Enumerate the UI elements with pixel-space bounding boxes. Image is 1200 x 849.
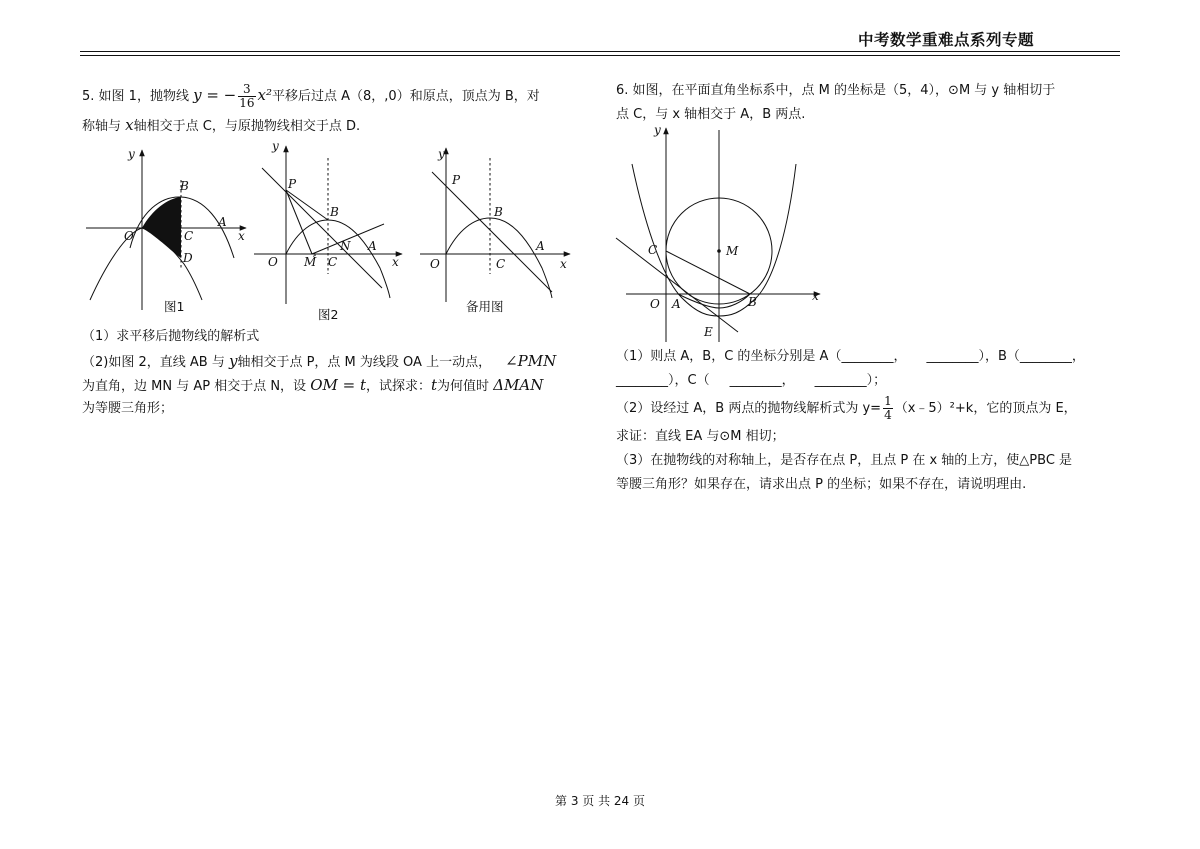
q5-sub2-text-e: 为何值时 <box>437 379 494 394</box>
fig1-label-x: x <box>238 229 245 243</box>
q5-sub2-text-d: ，试探求： <box>366 379 432 394</box>
q5-angle-pmn: ∠PMN <box>505 352 557 370</box>
fig6-label-o: O <box>650 297 660 311</box>
q6-sub1-line2 <box>616 366 886 396</box>
fig3-label-b: B <box>494 205 503 219</box>
q6-sub1-comma-1: ， <box>893 349 907 364</box>
header-rule-thin <box>80 55 1120 56</box>
q6-fraction-numerator: 1 <box>884 394 892 408</box>
q5-var-y: y <box>228 352 238 370</box>
fig2-label-a: A <box>368 239 377 253</box>
q5-equation-rhs: x² <box>257 86 272 104</box>
q5-sub2-line3: 为等腰三角形； <box>82 401 174 416</box>
q5-line-1 <box>82 80 540 112</box>
figure-1-caption: 图1 <box>164 299 185 314</box>
figure-3-caption: 备用图 <box>466 299 504 314</box>
q6-sub1-text-g: ）； <box>866 373 887 388</box>
fig2-label-x: x <box>392 255 399 269</box>
q6-blank-a-y[interactable]: ________ <box>926 349 979 364</box>
q6-blank-a-x[interactable]: ________ <box>841 349 894 364</box>
q6-sub2-text-b: （x﹣5）²+k，它的顶点为 E， <box>894 401 1077 416</box>
q6-sub1-comma-3: ， <box>781 373 795 388</box>
q6-blank-c-x[interactable]: ________ <box>729 373 782 388</box>
q6-blank-b-x[interactable]: ________ <box>1019 349 1072 364</box>
fig3-label-c: C <box>496 257 506 271</box>
fig6-label-m: M <box>726 244 739 258</box>
fig3-label-p: P <box>452 173 461 187</box>
q5-sub1: （1）求平移后抛物线的解析式 <box>82 329 260 344</box>
fig6-label-b: B <box>748 295 757 309</box>
q6-sub2-fraction <box>883 395 893 422</box>
header-rule-thick <box>80 51 1120 52</box>
q6-sub2-line2: 求证：直线 EA 与⊙M 相切； <box>616 429 785 444</box>
q6-sub1-text-a: （1）则点 A，B，C 的坐标分别是 A（ <box>616 349 842 364</box>
figure-6 <box>612 120 842 345</box>
fig6-label-e: E <box>704 325 713 339</box>
fig6-label-a: A <box>672 297 681 311</box>
fig1-label-c: C <box>184 229 194 243</box>
figure-1 <box>80 140 260 320</box>
q6-fraction-denominator: 4 <box>884 408 892 422</box>
q5-line2-text: 称轴与 <box>82 119 126 134</box>
fig2-label-n: N <box>340 239 351 253</box>
q5-intro-text-2: 平移后过点 A（8，,0）和原点，顶点为 B，对 <box>272 89 540 104</box>
fig6-label-c: C <box>648 243 658 257</box>
q6-sub1-text-c: ），B（ <box>978 349 1020 364</box>
q5-fraction-numerator: 3 <box>238 83 255 97</box>
q5-equation-lhs: y = − <box>193 86 237 104</box>
q5-sub2-text-a: （2)如图 2，直线 AB 与 <box>82 355 229 370</box>
fig6-label-x: x <box>812 289 819 303</box>
fig2-label-b: B <box>330 205 339 219</box>
q6-sub2-line1 <box>616 394 1077 424</box>
fig3-label-x: x <box>560 257 567 271</box>
q5-intro-text: 5. 如图 1，抛物线 <box>82 89 194 104</box>
q5-om-equals-t: OM = t <box>310 376 366 394</box>
fig1-label-d: D <box>183 251 193 265</box>
fig2-label-y: y <box>272 139 279 153</box>
fig3-label-a: A <box>536 239 545 253</box>
q6-line-1: 6. 如图，在平面直角坐标系中，点 M 的坐标是（5，4），⊙M 与 y 轴相切于 <box>616 83 1056 98</box>
fig1-label-y: y <box>128 147 135 161</box>
q5-fraction-denominator: 16 <box>239 96 255 110</box>
q5-var-t: t <box>431 376 438 394</box>
fig2-label-c: C <box>328 255 338 269</box>
figure-2-caption: 图2 <box>318 307 339 322</box>
fig6-label-y: y <box>654 123 661 137</box>
figure-2 <box>252 138 412 308</box>
page-footer: 第 3 页 共 24 页 <box>555 794 645 808</box>
q5-line2-text-2: 轴相交于点 C，与原抛物线相交于点 D. <box>133 119 361 134</box>
fig1-label-a: A <box>218 215 227 229</box>
q6-sub3-line2: 等腰三角形？如果存在，请求出点 P 的坐标；如果不存在，请说明理由. <box>616 477 1027 492</box>
fig2-label-m: M <box>304 255 317 269</box>
q6-sub3-line1: （3）在抛物线的对称轴上，是否存在点 P，且点 P 在 x 轴的上方，使△PBC 是 <box>616 453 1073 468</box>
q5-equation-fraction <box>238 83 255 110</box>
fig1-label-o: O <box>124 229 134 243</box>
q5-sub2-text-b: 轴相交于点 P，点 M 为线段 OA 上一动点， <box>237 355 492 370</box>
fig1-label-b: B <box>180 179 189 193</box>
fig3-label-o: O <box>430 257 440 271</box>
q5-triangle-man: ΔMAN <box>493 376 544 394</box>
q5-sub2-text-c: 为直角，边 MN 与 AP 相交于点 N，设 <box>82 379 311 394</box>
q6-line-2: 点 C，与 x 轴相交于 A，B 两点. <box>616 107 806 122</box>
page-header-title: 中考数学重难点系列专题 <box>858 31 1035 49</box>
q6-sub2-text-a: （2）设经过 A，B 两点的抛物线解析式为 y= <box>616 401 882 416</box>
fig2-label-p: P <box>288 177 297 191</box>
q6-blank-b-y[interactable]: ________ <box>616 373 668 388</box>
q6-sub1-comma-2: ， <box>1071 349 1085 364</box>
q6-blank-c-y[interactable]: ________ <box>814 373 867 388</box>
q5-var-x: x <box>125 116 134 134</box>
fig2-label-o: O <box>268 255 278 269</box>
q6-sub1-text-e: ），C（ <box>668 373 710 388</box>
figure-3 <box>418 140 578 305</box>
fig3-label-y: y <box>438 147 445 161</box>
